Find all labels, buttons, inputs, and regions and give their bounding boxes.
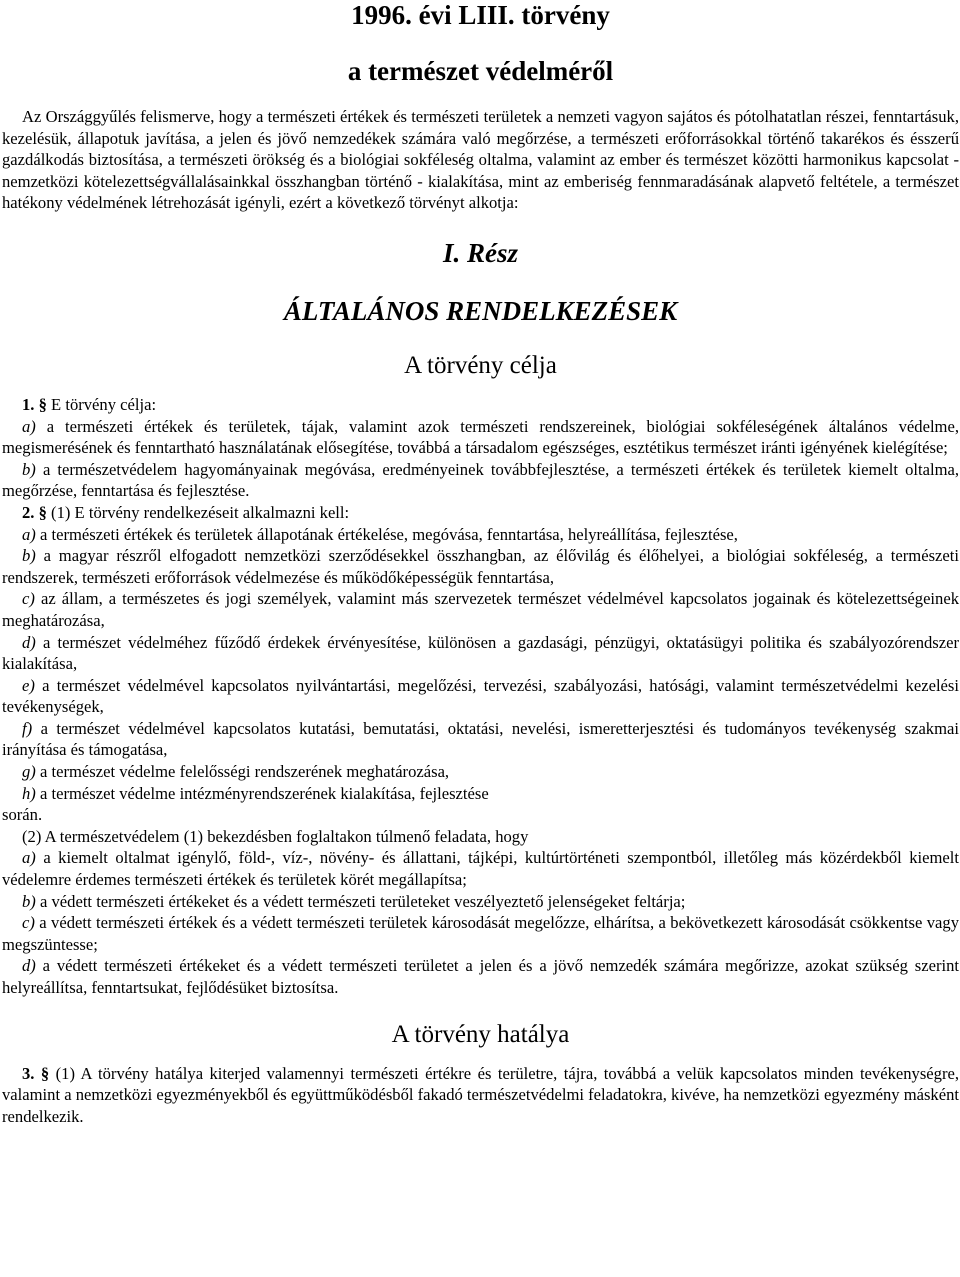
item-letter: d): [22, 632, 36, 652]
item-text: az állam, a természetes és jogi személyek, valamint más szervezetek természet védelmével kapcsolatos jogainak és kötelezettségeinek meghatározása,: [2, 589, 959, 630]
section-2-soran: során.: [2, 805, 43, 825]
section-2-paragraph-2-items: [2, 847, 959, 998]
list-item: [2, 955, 959, 998]
item-letter: d): [22, 956, 36, 976]
item-letter: b): [22, 459, 36, 479]
spacer: [2, 380, 959, 394]
list-item: [2, 847, 959, 890]
section-intro-text: E törvény célja:: [51, 394, 157, 414]
item-text: a természet védelméhez fűződő érdekek érvényesítése, különösen a gazdasági, pénzügyi, oktatásügyi politika és szabályozórendszer kialakítása,: [2, 632, 959, 674]
part-label: I. Rész: [442, 237, 518, 268]
section-text: (1) A törvény hatálya kiterjed valamennyi természeti értékre és területre, tájra, továbbá a velük kapcsolatos minden tevékenységre, valamint a nemzetközi egyezményekből és együttműködésből fakadó természetvédelmi feladatokra, kivéve, ha nemzetközi egyezmény másként rendelkezik.: [2, 1063, 959, 1126]
part-title: ÁLTALÁNOS RENDELKEZÉSEK: [283, 295, 678, 326]
list-item: [2, 761, 959, 783]
section-1-item-b: [2, 459, 959, 502]
section-number: 1. §: [22, 394, 47, 414]
item-text: a kiemelt oltalmat igénylő, föld-, víz-, növény- és állattani, tájképi, kultúrtörténeti szempontból, illetőleg más közérdekből kiemelt védelemre érdemes természeti értékek és területek körét megállapítsa;: [2, 848, 960, 890]
item-text: a magyar részről elfogadott nemzetközi szerződésekkel összhangban, az élővilág és élőhelyei, a biológiai sokféleség, a természeti rendszerek, természeti erőforrások védelmezése és működőképességük fenntartása,: [2, 546, 959, 587]
list-item: [2, 891, 959, 913]
item-text: a védett természeti értékek és a védett természeti területek károsodását megelőzze, elhárítsa, a bekövetkezett károsodását csökkentse vagy megszüntesse;: [2, 913, 959, 954]
list-item: [2, 783, 959, 805]
item-text: a természet védelme felelősségi rendszerének meghatározása,: [39, 762, 450, 782]
item-text: a természeti értékek és területek állapotának értékelése, megóvása, fenntartása, helyreállítása, fejlesztése,: [39, 524, 738, 544]
section-3-paragraph: [2, 1063, 959, 1128]
section-heading-purpose: A törvény célja: [404, 351, 557, 379]
list-item: [2, 718, 959, 761]
list-item: [2, 912, 959, 955]
list-item: [2, 675, 959, 718]
section-intro-text: (1) E törvény rendelkezéseit alkalmazni kell:: [51, 502, 350, 522]
item-letter: g): [22, 762, 36, 782]
item-letter: c): [22, 589, 35, 609]
list-item: [2, 524, 959, 546]
section-number: 2. §: [22, 502, 47, 522]
item-letter: b): [22, 546, 36, 566]
item-letter: e): [22, 675, 35, 695]
item-text: a természet védelmével kapcsolatos kutatási, bemutatási, oktatási, nevelési, ismeretterjesztési és tudományos tevékenység szakmai irányítása és támogatása,: [2, 718, 959, 760]
item-letter: b): [22, 891, 36, 911]
section-1-item-a: [2, 416, 959, 459]
item-text: a természet védelmével kapcsolatos nyilvántartási, megelőzési, tervezési, szabályozási, hatósági, valamint természetvédelmi kezelési tevékenységek,: [2, 675, 959, 717]
item-text: a természetvédelem hagyományainak megóvása, eredményeinek továbbfejlesztése, a természeti értékek és területek kiemelt oltalma, megőrzése, fenntartása és fejlesztése.: [2, 459, 959, 501]
section-2-paragraph-2-intro: (2) A természetvédelem (1) bekezdésben foglaltakon túlmenő feladata, hogy: [22, 826, 529, 846]
law-subtitle: a természet védelméről: [347, 56, 614, 86]
item-letter: a): [22, 848, 36, 868]
item-text: a természeti értékek és területek, tájak, valamint azok természeti rendszereinek, biológiai sokféleségének általános védelme, megismerésének és fenntartható használatának elősegítése, továbbá a társadalom egészséges, esztétikus természet iránti igényének kielégítése;: [2, 416, 959, 458]
item-letter: a): [22, 524, 36, 544]
list-item: [2, 632, 959, 675]
item-letter: c): [22, 913, 35, 933]
section-2-intro: [2, 502, 959, 524]
item-text: a védett természeti értékeket és a védett természeti területeket veszélyeztető jelenségeket feltárja;: [39, 891, 686, 911]
section-1-intro: [2, 394, 959, 416]
section-number: 3. §: [22, 1063, 50, 1083]
item-letter: f): [22, 718, 33, 738]
section-2-items: [2, 524, 959, 805]
item-letter: a): [22, 416, 36, 436]
law-title: 1996. évi LIII. törvény: [351, 0, 610, 30]
item-text: a természet védelme intézményrendszerének kialakítása, fejlesztése: [39, 783, 489, 803]
list-item: [2, 545, 959, 588]
item-letter: h): [22, 783, 36, 803]
list-item: [2, 588, 959, 631]
section-heading-scope: A törvény hatálya: [391, 1020, 570, 1048]
item-text: a védett természeti értékeket és a védett természeti területet a jelen és a jövő nemzedék számára megőrizze, azokat szükség szerint helyreállítsa, fenntartsukat, fejlődésüket biztosítsa.: [2, 956, 959, 997]
preamble-paragraph: Az Országgyűlés felismerve, hogy a természeti értékek és természeti területek a nemzeti vagyon sajátos és pótolhatatlan részei, fenntartásuk, kezelésük, állapotuk javítása, a jelen és jövő nemzedékek számára való megőrzése, a természeti erőforrásokkal történő takarékos és ésszerű gazdálkodás biztosítása, a természeti örökség és a biológiai sokféleség oltalma, valamint az ember és természet közötti harmonikus kapcsolat - nemzetközi kötelezettségvállalásainkkal összhangban történő - kialakítása, mint az emberiség fennmaradásának alapvető feltétele, a természet hatékony védelmének létrehozását igényli, ezért a következő törvényt alkotja:: [2, 107, 959, 213]
